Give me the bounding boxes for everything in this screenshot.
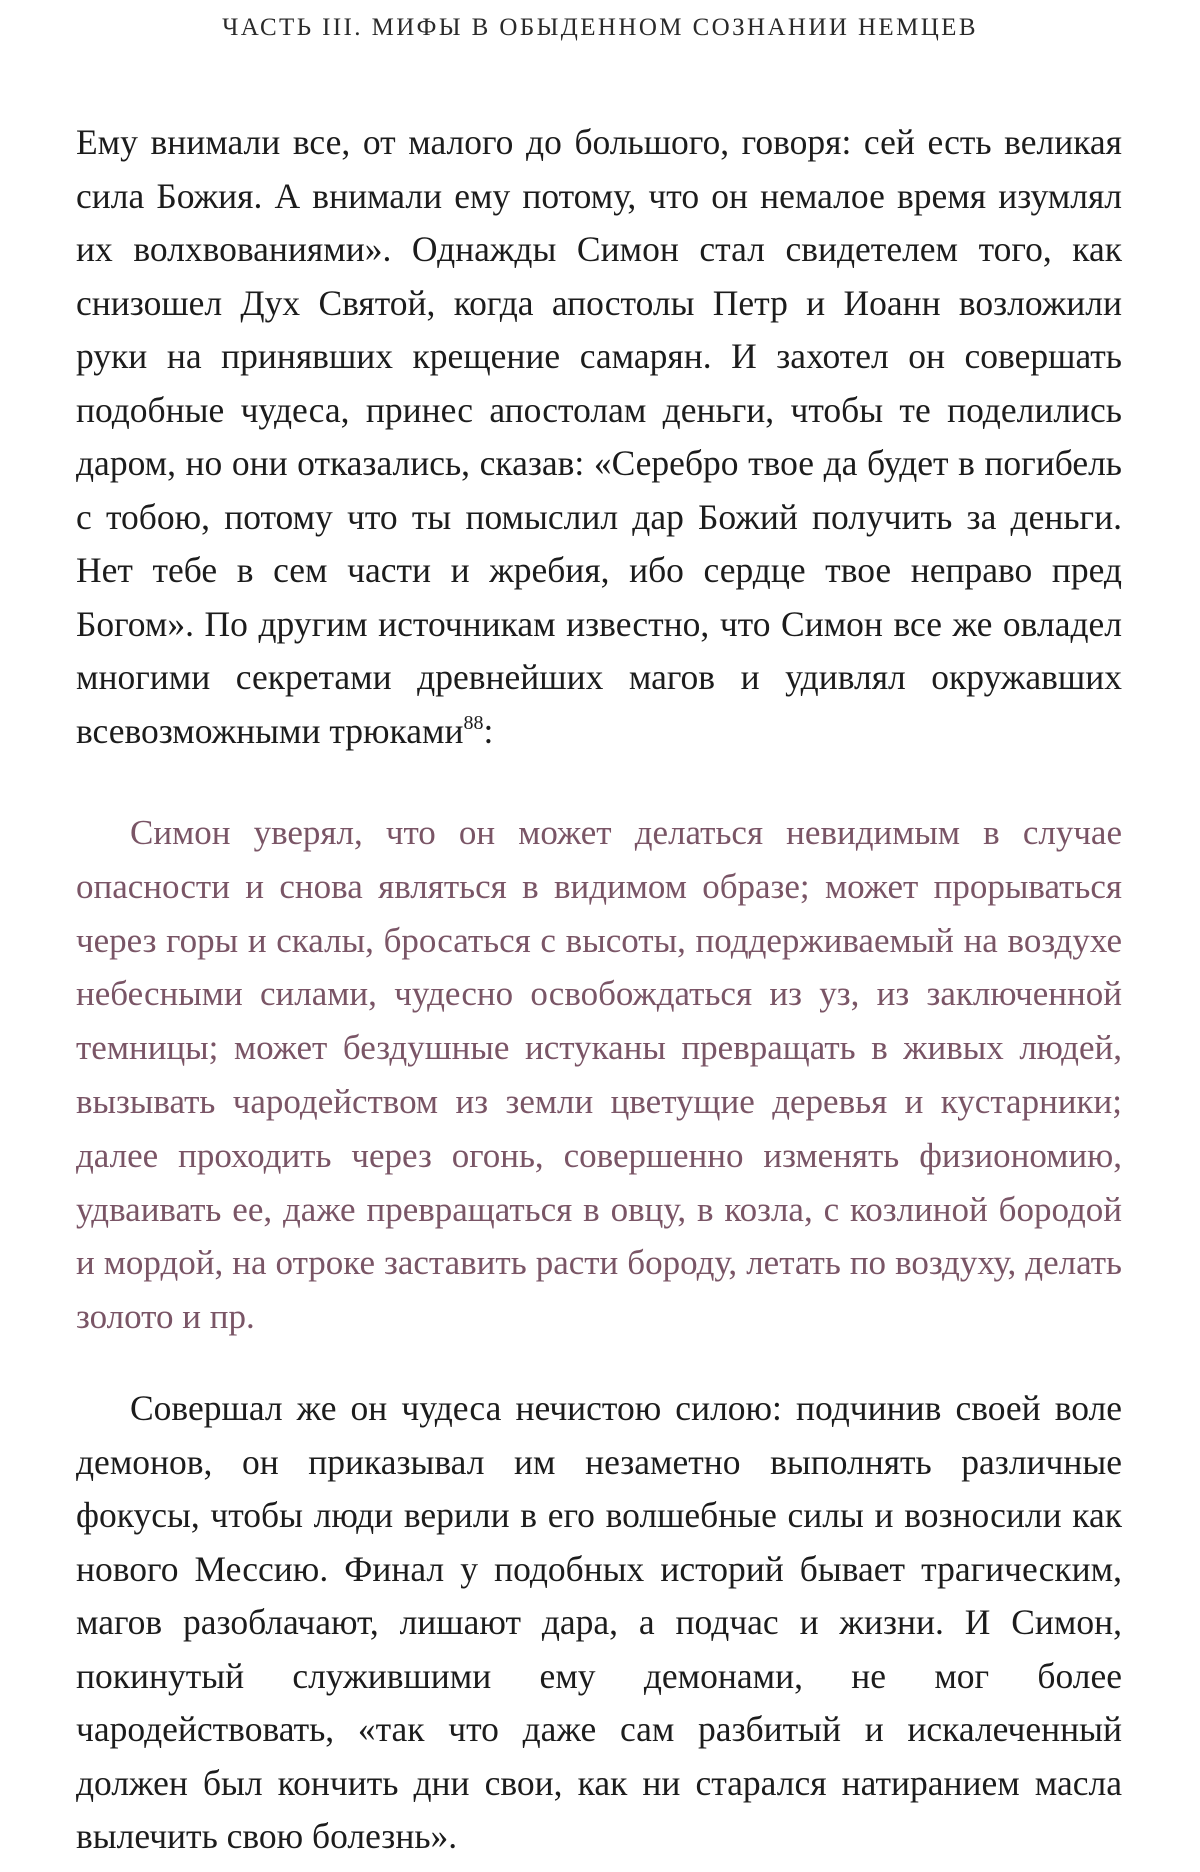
- body-paragraph: [76, 116, 1122, 758]
- body-paragraph: Совершал же он чудеса нечистою силою: подчинив своей воле демонов, он приказывал им незаметно выполнять различные фокусы, чтобы люди верили в его волшебные силы и возносили как нового Мессию. Финал у подобных историй бывает трагическим, магов разоблачают, лишают дара, а подчас и жизни. И Симон, покинутый служившими ему демонами, не мог более чародействовать, «так что даже сам разбитый и искалеченный должен был кончить дни свои, как ни старался натиранием масла вылечить свою болезнь».: [76, 1388, 1122, 1856]
- running-head: ЧАСТЬ III. МИФЫ В ОБЫДЕННОМ СОЗНАНИИ НЕМЦЕВ: [222, 14, 978, 41]
- paragraph-text: Ему внимали все, от малого до большого, говоря: сей есть великая сила Божия. А внимали ему потому, что он немалое время изумлял их волхвованиями». Однажды Симон стал свидетелем того, как снизошел Дух Святой, когда апостолы Петр и Иоанн возложили руки на принявших крещение самарян. И захотел он совершать подобные чудеса, принес апостолам деньги, чтобы те поделились даром, но они отказались, сказав: «Серебро твое да будет в погибель с тобою, потому что ты помыслил дар Божий получить за деньги. Нет тебе в сем части и жребия, ибо сердце твое неправо пред Богом». По другим источникам известно, что Симон все же овладел многими секретами древнейших магов и удивлял окружавших всевозможными трюками: [76, 122, 1122, 751]
- paragraph-punctuation: :: [483, 710, 494, 751]
- footnote-ref[interactable]: 88: [463, 711, 484, 734]
- block-quote: Симон уверял, что он может делаться невидимым в случае опасности и снова являться в видимом образе; может прорываться через горы и скалы, бросаться с высоты, поддерживаемый на воздухе небесными силами, чудесно освобождаться из уз, из заключенной темницы; может бездушные истуканы превращать в живых людей, вызывать чародейством из земли цветущие деревья и кустарники; далее проходить через огонь, совершенно изменять физиономию, удваивать ее, даже превращаться в овцу, в козла, с козлиной бородой и мордой, на отроке заставить расти бороду, летать по воздуху, делать золото и пр.: [76, 813, 1122, 1337]
